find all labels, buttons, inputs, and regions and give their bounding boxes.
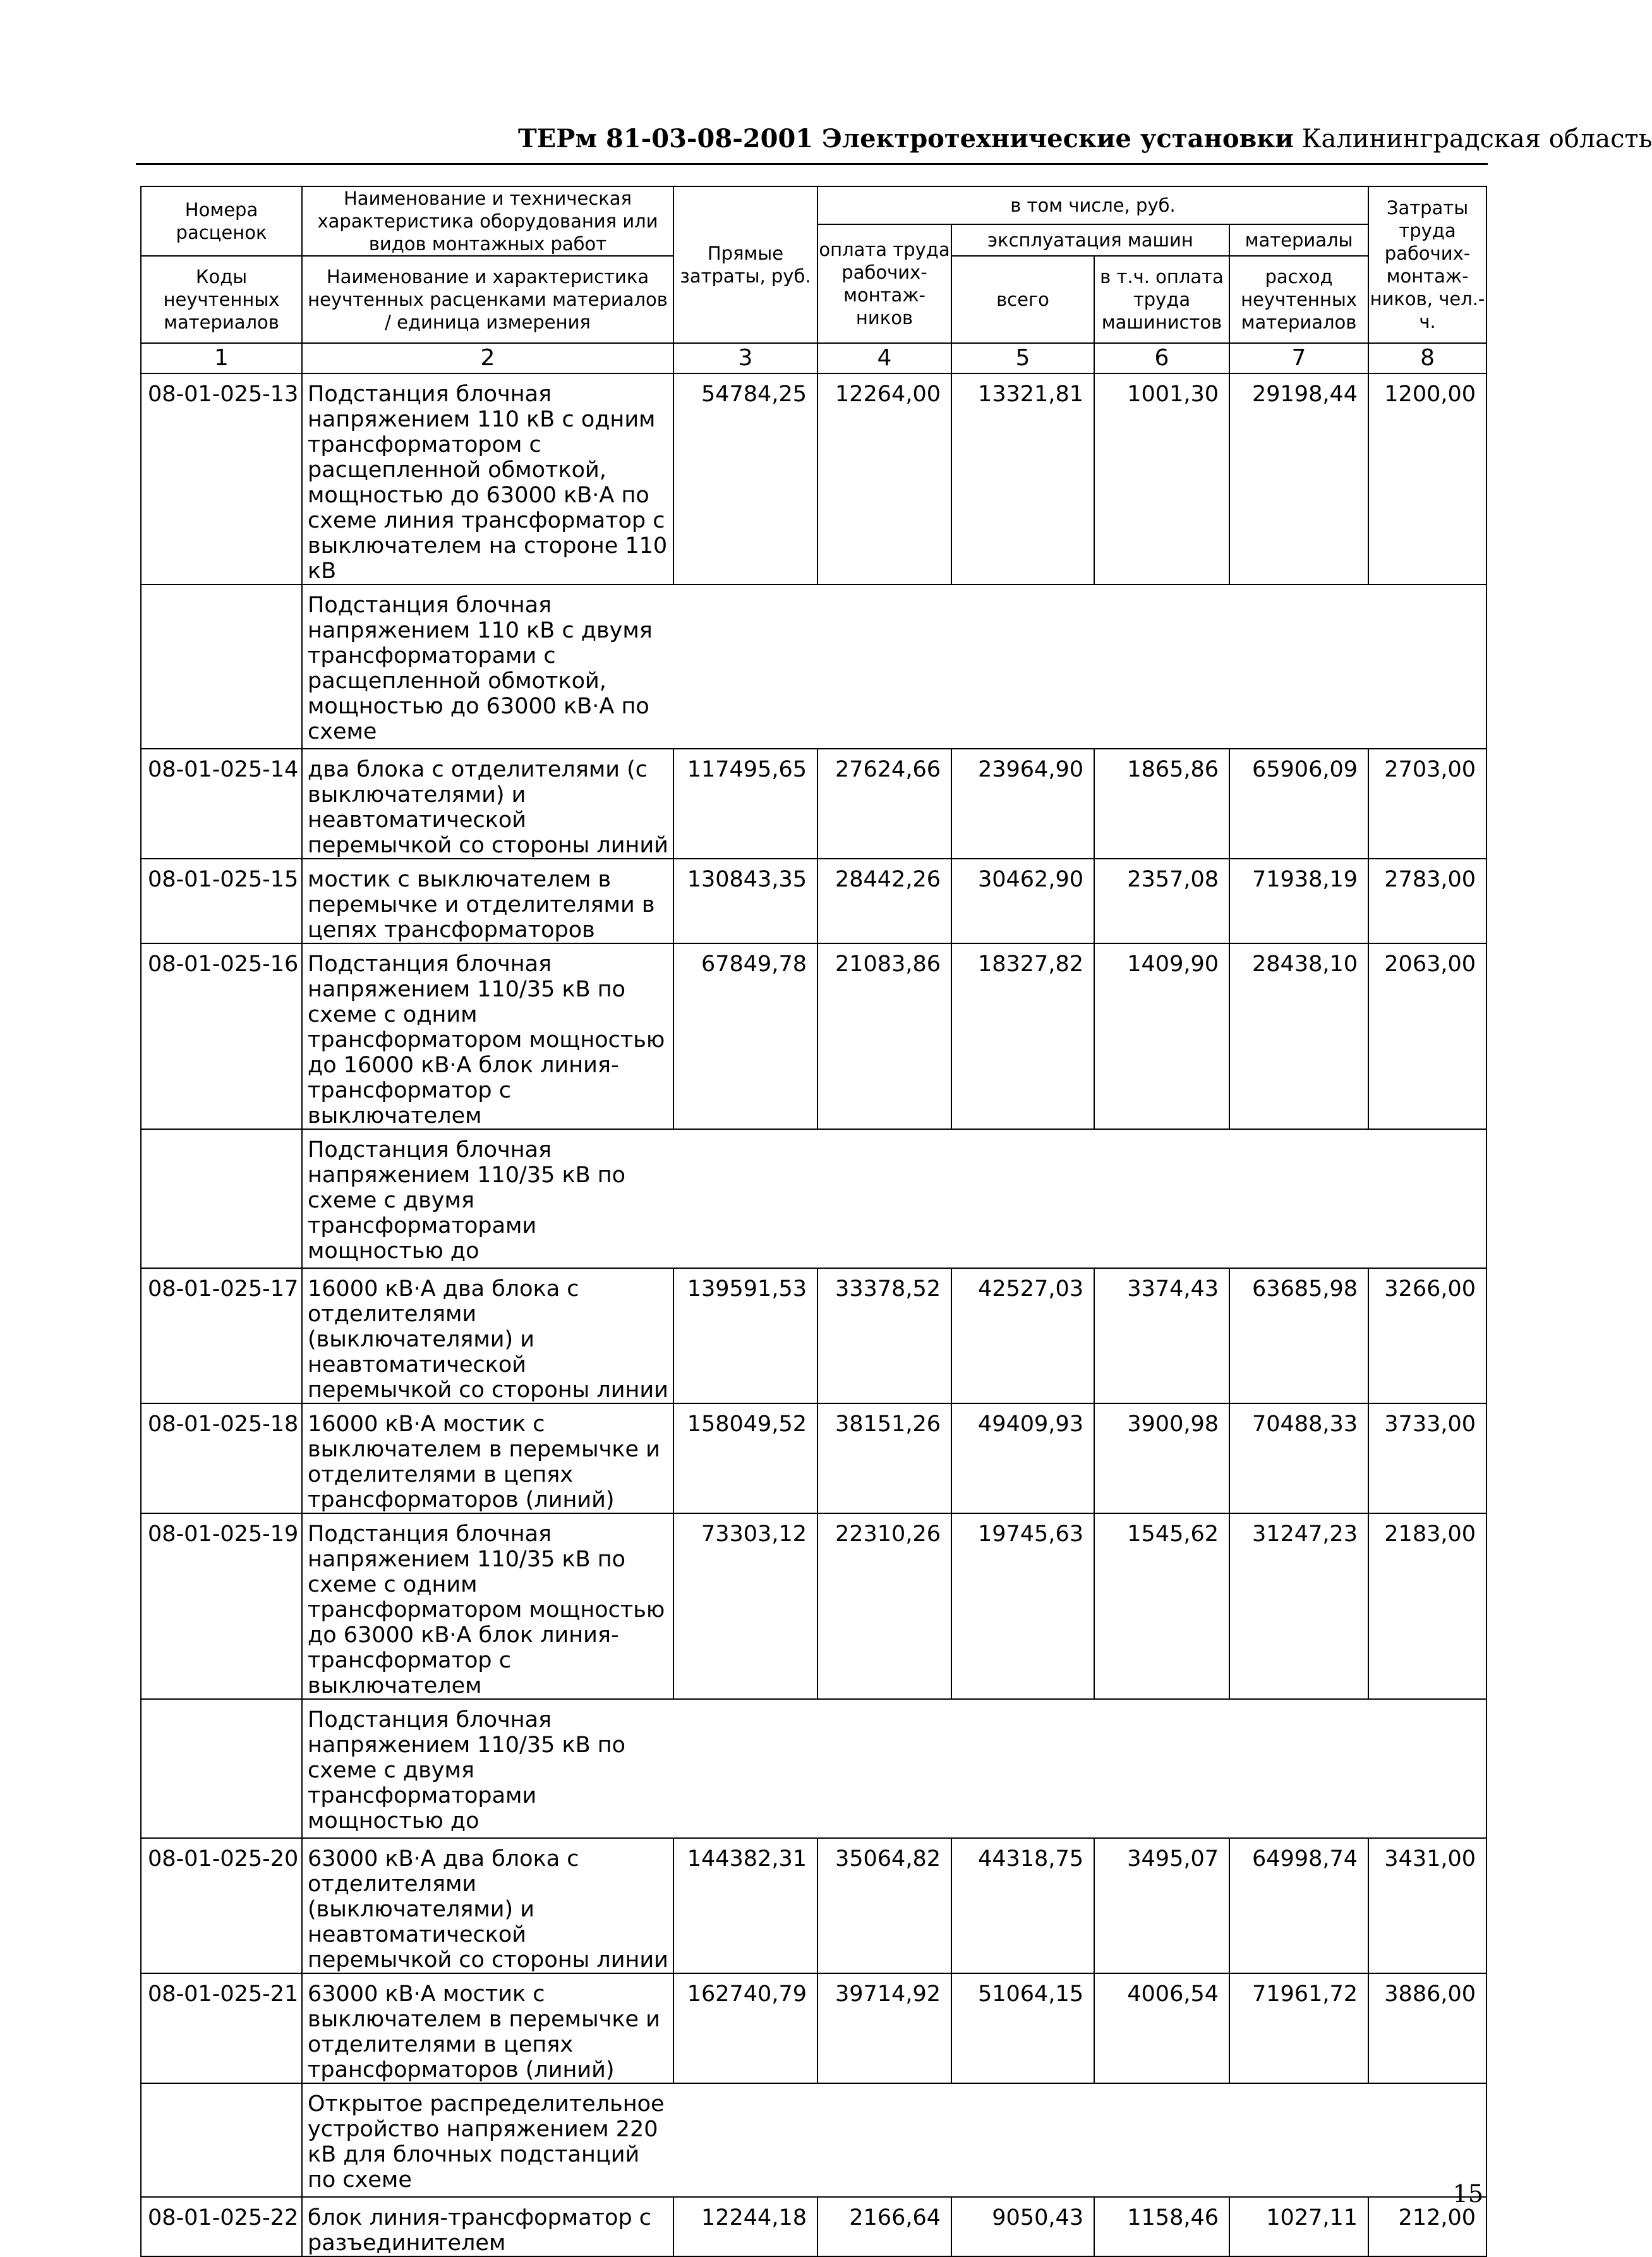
column-number: 7 xyxy=(1229,343,1368,373)
work-name: 16000 кВ·А мостик с выключателем в перемычке и отделителями в цепях трансформаторов (линий) xyxy=(302,1403,673,1513)
materials-value: 63685,98 xyxy=(1229,1268,1368,1403)
labor-value: 2783,00 xyxy=(1368,859,1486,943)
table-row xyxy=(141,1973,1486,2083)
wages-value: 22310,26 xyxy=(817,1513,951,1699)
direct-costs-value: 12244,18 xyxy=(673,2197,817,2256)
machines-total-value: 9050,43 xyxy=(951,2197,1094,2256)
column-number: 1 xyxy=(141,343,302,373)
machines-wages-value: 2357,08 xyxy=(1094,859,1229,943)
machines-total-value: 51064,15 xyxy=(951,1973,1094,2083)
work-name: мостик с выключателем в перемычке и отделителями в цепях трансформаторов xyxy=(302,859,673,943)
empty-code-cell xyxy=(141,1129,302,1268)
table-row xyxy=(141,859,1486,943)
column-number: 3 xyxy=(673,343,817,373)
labor-value: 2063,00 xyxy=(1368,943,1486,1129)
header-machines-wages: в т.ч. оплата труда машинистов xyxy=(1094,256,1229,343)
empty-code-cell xyxy=(141,2083,302,2197)
rate-code: 08-01-025-13 xyxy=(141,373,302,584)
machines-wages-value: 3374,43 xyxy=(1094,1268,1229,1403)
header-including: в том числе, руб. xyxy=(817,186,1368,224)
direct-costs-value: 158049,52 xyxy=(673,1403,817,1513)
column-number: 2 xyxy=(302,343,673,373)
rates-table xyxy=(140,186,1487,2257)
direct-costs-value: 162740,79 xyxy=(673,1973,817,2083)
header-code-top: Номера расценок xyxy=(141,186,302,256)
empty-code-cell xyxy=(141,584,302,749)
direct-costs-value: 54784,25 xyxy=(673,373,817,584)
header-name-top: Наименование и техническая характеристика оборудования или видов монтажных работ xyxy=(302,186,673,256)
materials-value: 1027,11 xyxy=(1229,2197,1368,2256)
wages-value: 2166,64 xyxy=(817,2197,951,2256)
direct-costs-value: 139591,53 xyxy=(673,1268,817,1403)
machines-wages-value: 1409,90 xyxy=(1094,943,1229,1129)
table-group-row xyxy=(141,2083,1486,2197)
machines-total-value: 18327,82 xyxy=(951,943,1094,1129)
direct-costs-value: 73303,12 xyxy=(673,1513,817,1699)
header-rule xyxy=(136,163,1488,165)
rate-code: 08-01-025-21 xyxy=(141,1973,302,2083)
column-number: 5 xyxy=(951,343,1094,373)
work-name: Подстанция блочная напряжением 110/35 кВ по схеме с одним трансформатором мощностью до 63000 кВ·А блок линия-трансформатор с выключателем xyxy=(302,1513,673,1699)
wages-value: 39714,92 xyxy=(817,1973,951,2083)
materials-value: 28438,10 xyxy=(1229,943,1368,1129)
machines-wages-value: 1001,30 xyxy=(1094,373,1229,584)
materials-value: 70488,33 xyxy=(1229,1403,1368,1513)
machines-wages-value: 1158,46 xyxy=(1094,2197,1229,2256)
machines-total-value: 30462,90 xyxy=(951,859,1094,943)
group-title xyxy=(302,1699,1486,1838)
machines-total-value: 49409,93 xyxy=(951,1403,1094,1513)
materials-value: 71961,72 xyxy=(1229,1973,1368,2083)
work-name: блок линия-трансформатор с разъединителем xyxy=(302,2197,673,2256)
machines-wages-value: 1865,86 xyxy=(1094,749,1229,859)
group-title-text: Открытое распределительное устройство напряжением 220 кВ для блочных подстанций по схеме xyxy=(308,2091,665,2193)
header-region: Калининградская область xyxy=(1301,124,1652,154)
wages-value: 38151,26 xyxy=(817,1403,951,1513)
materials-value: 64998,74 xyxy=(1229,1838,1368,1973)
work-name: 63000 кВ·А мостик с выключателем в перемычке и отделителями в цепях трансформаторов (линий) xyxy=(302,1973,673,2083)
empty-code-cell xyxy=(141,1699,302,1838)
column-number: 8 xyxy=(1368,343,1486,373)
group-title xyxy=(302,2083,1486,2197)
group-title-text: Подстанция блочная напряжением 110 кВ с двумя трансформаторами с расщепленной обмоткой, мощностью до 63000 кВ·А по схеме xyxy=(308,593,653,744)
rate-code: 08-01-025-22 xyxy=(141,2197,302,2256)
labor-value: 2703,00 xyxy=(1368,749,1486,859)
machines-total-value: 23964,90 xyxy=(951,749,1094,859)
labor-value: 3886,00 xyxy=(1368,1973,1486,2083)
machines-wages-value: 1545,62 xyxy=(1094,1513,1229,1699)
wages-value: 27624,66 xyxy=(817,749,951,859)
labor-value: 3266,00 xyxy=(1368,1268,1486,1403)
work-name: два блока с отделителями (с выключателями) и неавтоматической перемычкой со стороны линий xyxy=(302,749,673,859)
header-labor: Затраты труда рабочих-монтаж-ников, чел.-ч. xyxy=(1368,186,1486,343)
header-name-bottom: Наименование и характеристика неучтенных расценками материалов / единица измерения xyxy=(302,256,673,343)
machines-total-value: 42527,03 xyxy=(951,1268,1094,1403)
direct-costs-value: 144382,31 xyxy=(673,1838,817,1973)
table-row xyxy=(141,1403,1486,1513)
machines-wages-value: 4006,54 xyxy=(1094,1973,1229,2083)
group-title-text: Подстанция блочная напряжением 110/35 кВ по схеме с двумя трансформаторами мощностью до xyxy=(308,1137,626,1264)
table-group-row xyxy=(141,1699,1486,1838)
table-row xyxy=(141,1838,1486,1973)
materials-value: 65906,09 xyxy=(1229,749,1368,859)
header-machines-total: всего xyxy=(951,256,1094,343)
work-name: 63000 кВ·А два блока с отделителями (выключателями) и неавтоматической перемычкой со стороны линии xyxy=(302,1838,673,1973)
table-row xyxy=(141,373,1486,584)
document-header xyxy=(518,124,1652,154)
column-number-row xyxy=(141,343,1486,373)
header-direct-costs: Прямые затраты, руб. xyxy=(673,186,817,343)
materials-value: 71938,19 xyxy=(1229,859,1368,943)
header-wages: оплата труда рабочих-монтаж-ников xyxy=(817,224,951,343)
wages-value: 35064,82 xyxy=(817,1838,951,1973)
wages-value: 28442,26 xyxy=(817,859,951,943)
rate-code: 08-01-025-20 xyxy=(141,1838,302,1973)
table-group-row xyxy=(141,1129,1486,1268)
machines-wages-value: 3495,07 xyxy=(1094,1838,1229,1973)
rate-code: 08-01-025-16 xyxy=(141,943,302,1129)
header-machines: эксплуатация машин xyxy=(951,224,1229,256)
column-number: 6 xyxy=(1094,343,1229,373)
table-header xyxy=(141,186,1486,373)
group-title-text: Подстанция блочная напряжением 110/35 кВ по схеме с двумя трансформаторами мощностью до xyxy=(308,1707,626,1834)
group-title xyxy=(302,1129,1486,1268)
rate-code: 08-01-025-17 xyxy=(141,1268,302,1403)
labor-value: 212,00 xyxy=(1368,2197,1486,2256)
machines-wages-value: 3900,98 xyxy=(1094,1403,1229,1513)
rate-code: 08-01-025-14 xyxy=(141,749,302,859)
materials-value: 29198,44 xyxy=(1229,373,1368,584)
materials-value: 31247,23 xyxy=(1229,1513,1368,1699)
machines-total-value: 19745,63 xyxy=(951,1513,1094,1699)
labor-value: 3733,00 xyxy=(1368,1403,1486,1513)
table-row xyxy=(141,1513,1486,1699)
group-title xyxy=(302,584,1486,749)
table-row xyxy=(141,749,1486,859)
machines-total-value: 13321,81 xyxy=(951,373,1094,584)
header-materials: материалы xyxy=(1229,224,1368,256)
labor-value: 1200,00 xyxy=(1368,373,1486,584)
rate-code: 08-01-025-18 xyxy=(141,1403,302,1513)
header-code-bottom: Коды неучтенных материалов xyxy=(141,256,302,343)
table-body xyxy=(141,373,1486,2256)
column-number: 4 xyxy=(817,343,951,373)
work-name: 16000 кВ·А два блока с отделителями (выключателями) и неавтоматической перемычкой со стороны линии xyxy=(302,1268,673,1403)
wages-value: 33378,52 xyxy=(817,1268,951,1403)
machines-total-value: 44318,75 xyxy=(951,1838,1094,1973)
work-name: Подстанция блочная напряжением 110/35 кВ по схеме с одним трансформатором мощностью до 16000 кВ·А блок линия-трансформатор с выключателем xyxy=(302,943,673,1129)
wages-value: 21083,86 xyxy=(817,943,951,1129)
labor-value: 3431,00 xyxy=(1368,1838,1486,1973)
wages-value: 12264,00 xyxy=(817,373,951,584)
rate-code: 08-01-025-19 xyxy=(141,1513,302,1699)
rate-code: 08-01-025-15 xyxy=(141,859,302,943)
labor-value: 2183,00 xyxy=(1368,1513,1486,1699)
direct-costs-value: 130843,35 xyxy=(673,859,817,943)
table-row xyxy=(141,943,1486,1129)
page-number: 15 xyxy=(1452,2180,1483,2208)
table-row xyxy=(141,1268,1486,1403)
table-row xyxy=(141,2197,1486,2256)
direct-costs-value: 67849,78 xyxy=(673,943,817,1129)
work-name: Подстанция блочная напряжением 110 кВ с одним трансформатором с расщепленной обмоткой, мощностью до 63000 кВ·А по схеме линия трансформатор с выключателем на стороне 110 кВ xyxy=(302,373,673,584)
header-materials-consumption: расход неучтенных материалов xyxy=(1229,256,1368,343)
table-group-row xyxy=(141,584,1486,749)
direct-costs-value: 117495,65 xyxy=(673,749,817,859)
header-standard-title: ТЕРм 81-03-08-2001 Электротехнические установки xyxy=(518,124,1294,154)
